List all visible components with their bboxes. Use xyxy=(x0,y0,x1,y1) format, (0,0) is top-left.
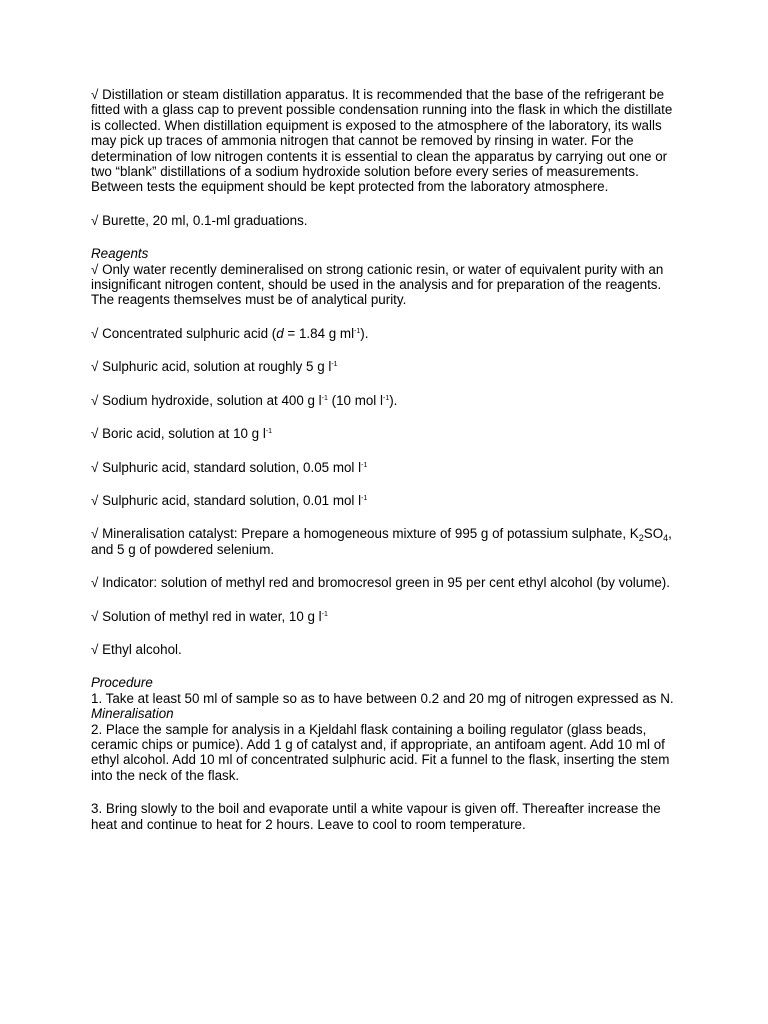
item-text: √ Solution of methyl red in water, 10 g l xyxy=(91,608,322,624)
procedure-heading: Procedure xyxy=(91,675,153,691)
density-symbol: d xyxy=(276,325,284,341)
unit-superscript: -1 xyxy=(361,461,368,469)
item-text: √ Mineralisation catalyst: Prepare a homogeneous mixture of 995 g of potassium sulphate, K xyxy=(91,526,639,542)
item-text: (10 mol l xyxy=(327,392,383,408)
item-text: √ Concentrated sulphuric acid ( xyxy=(91,325,277,341)
unit-superscript: -1 xyxy=(321,394,328,402)
item-text: ). xyxy=(360,325,369,341)
item-text: √ Sulphuric acid, standard solution, 0.05 mol l xyxy=(91,459,362,475)
sulphuric-acid-001-item xyxy=(91,493,681,508)
item-text: ). xyxy=(389,392,398,408)
ethyl-alcohol-item: √ Ethyl alcohol. xyxy=(91,641,182,657)
unit-superscript: -1 xyxy=(361,494,368,502)
unit-superscript: -1 xyxy=(354,327,361,335)
unit-superscript: -1 xyxy=(321,610,328,618)
burette-paragraph: √ Burette, 20 ml, 0.1-ml graduations. xyxy=(91,212,308,228)
distillation-apparatus-paragraph: √ Distillation or steam distillation apparatus. It is recommended that the base of the refrigerant be fitted with a glass cap to prevent possible condensation running into the flask in which the distillate is collected. When distillation equipment is exposed to the atmosphere of the laboratory, its walls may pick up traces of ammonia nitrogen that cannot be removed by rinsing in water. For the determination of low nitrogen contents it is essential to clean the apparatus by carrying out one or two “blank” distillations of a sodium hydroxide solution before every series of measurements. Between tests the equipment should be kept protected from the laboratory atmosphere. xyxy=(91,87,673,195)
item-text: √ Sulphuric acid, solution at roughly 5 g l xyxy=(91,359,332,375)
item-text: √ Boric acid, solution at 10 g l xyxy=(91,426,266,442)
item-text: √ Sulphuric acid, standard solution, 0.01 mol l xyxy=(91,492,362,508)
formula-subscript: 2 xyxy=(638,533,644,544)
boric-acid-item xyxy=(91,426,681,441)
procedure-step-3: 3. Bring slowly to the boil and evaporate until a white vapour is given off. Thereafter increase the heat and continue to heat for 2 hours. Leave to cool to room temperature. xyxy=(91,801,661,832)
sulphuric-acid-5g-item xyxy=(91,359,681,374)
item-text: , and 5 g of powdered selenium. xyxy=(91,526,672,557)
mineralisation-heading: Mineralisation xyxy=(91,706,174,722)
unit-superscript: -1 xyxy=(331,361,338,369)
procedure-step-1: 1. Take at least 50 ml of sample so as to have between 0.2 and 20 mg of nitrogen expressed as N. xyxy=(91,690,674,706)
sulphuric-acid-005-item xyxy=(91,460,681,475)
unit-superscript: -1 xyxy=(265,428,273,436)
indicator-item: √ Indicator: solution of methyl red and bromocresol green in 95 per cent ethyl alcohol (by volume). xyxy=(91,575,670,591)
item-text: = 1.84 g ml xyxy=(283,325,355,341)
reagents-heading: Reagents xyxy=(91,246,149,262)
methyl-red-item xyxy=(91,609,681,624)
sodium-hydroxide-item xyxy=(91,393,681,408)
formula-subscript: 4 xyxy=(663,533,669,544)
mineralisation-catalyst-item xyxy=(91,526,681,557)
unit-superscript: -1 xyxy=(382,394,390,402)
item-text: SO xyxy=(643,526,664,542)
reagents-intro-paragraph: √ Only water recently demineralised on strong cationic resin, or water of equivalent purity with an insignificant nitrogen content, should be used in the analysis and for preparation of the reagents. The reagents themselves must be of analytical purity. xyxy=(91,261,664,308)
procedure-step-2: 2. Place the sample for analysis in a Kjeldahl flask containing a boiling regulator (glass beads, ceramic chips or pumice). Add 1 g of catalyst and, if appropriate, an antifoam agent. Add 10 ml of ethyl alcohol. Add 10 ml of concentrated sulphuric acid. Fit a funnel to the flask, inserting the stem into the neck of the flask. xyxy=(91,721,670,783)
concentrated-sulphuric-acid-item xyxy=(91,326,681,341)
document-page xyxy=(91,87,681,850)
item-text: √ Sodium hydroxide, solution at 400 g l xyxy=(91,392,322,408)
